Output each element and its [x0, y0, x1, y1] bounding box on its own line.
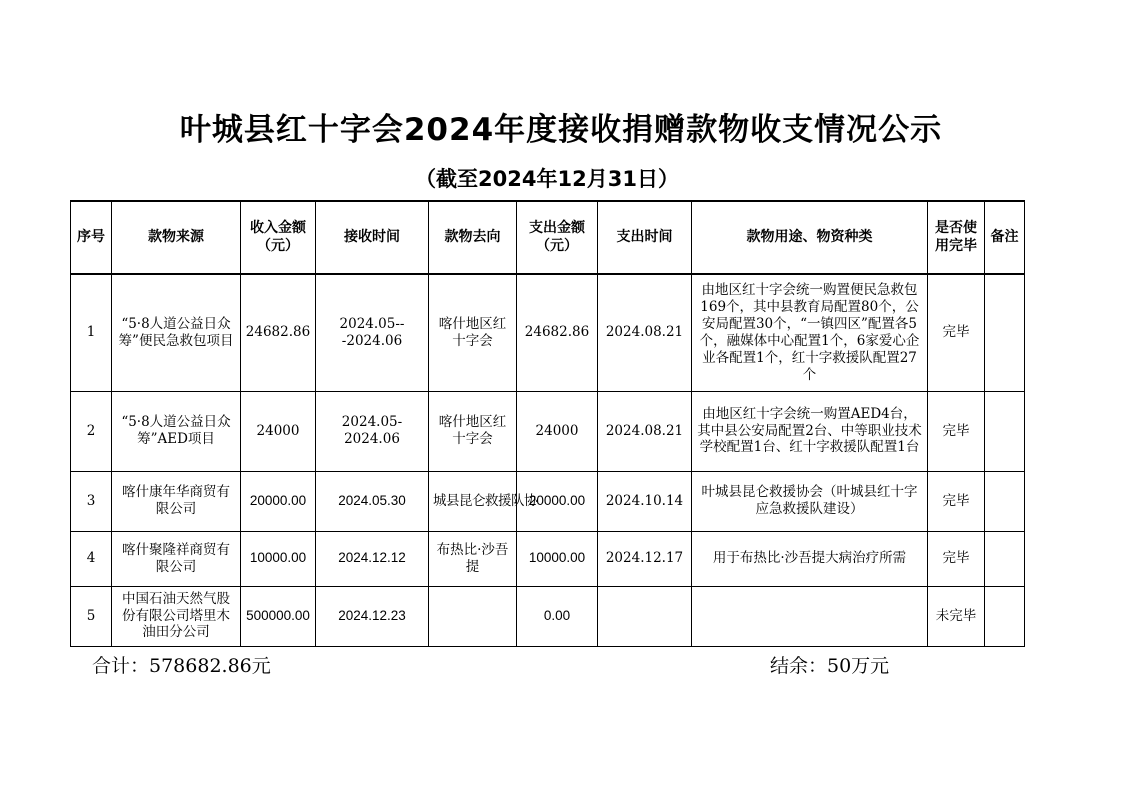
table-row	[71, 531, 1025, 586]
table-row	[71, 471, 1025, 531]
table-row	[71, 391, 1025, 471]
header-remarks: 备注	[985, 201, 1025, 274]
cell-received: 2024.12.12	[316, 531, 429, 586]
table-row	[71, 586, 1025, 646]
cell-destination: 城县昆仑救援队协	[429, 471, 517, 531]
cell-usage: 由地区红十字会统一购置便民急救包169个，其中县教育局配置80个，公安局配置30个，“一镇四区”配置各5个，融媒体中心配置1个，6家爱心企业各配置1个，红十字救援队配置27个	[692, 274, 928, 391]
cell-income: 24682.86	[241, 274, 316, 391]
cell-seq: 3	[71, 471, 112, 531]
header-completed: 是否使用完毕	[928, 201, 985, 274]
cell-seq: 5	[71, 586, 112, 646]
cell-completed: 完毕	[928, 471, 985, 531]
cell-destination: 布热比·沙吾提	[429, 531, 517, 586]
cell-usage: 用于布热比·沙吾提大病治疗所需	[692, 531, 928, 586]
page-subtitle: （截至2024年12月31日）	[415, 167, 679, 191]
cell-destination	[429, 586, 517, 646]
cell-completed: 完毕	[928, 391, 985, 471]
cell-income: 20000.00	[241, 471, 316, 531]
cell-spent	[598, 586, 692, 646]
header-source: 款物来源	[112, 201, 241, 274]
cell-source: 喀什康年华商贸有限公司	[112, 471, 241, 531]
cell-remarks	[985, 471, 1025, 531]
cell-income: 10000.00	[241, 531, 316, 586]
cell-received: 2024.05---2024.06	[316, 274, 429, 391]
cell-remarks	[985, 274, 1025, 391]
cell-usage: 由地区红十字会统一购置AED4台，其中县公安局配置2台、中等职业技术学校配置1台、红十字救援队配置1台	[692, 391, 928, 471]
header-received: 接收时间	[316, 201, 429, 274]
cell-received: 2024.05.30	[316, 471, 429, 531]
cell-expense: 24000	[517, 391, 598, 471]
cell-expense: 20000.00	[517, 471, 598, 531]
cell-remarks	[985, 531, 1025, 586]
header-spent: 支出时间	[598, 201, 692, 274]
cell-destination: 喀什地区红十字会	[429, 274, 517, 391]
cell-expense: 0.00	[517, 586, 598, 646]
cell-destination: 喀什地区红十字会	[429, 391, 517, 471]
cell-expense: 24682.86	[517, 274, 598, 391]
cell-completed: 完毕	[928, 274, 985, 391]
header-destination: 款物去向	[429, 201, 517, 274]
cell-source: 喀什聚隆祥商贸有限公司	[112, 531, 241, 586]
total-amount: 合计：578682.86元	[92, 655, 271, 677]
cell-seq: 2	[71, 391, 112, 471]
cell-spent: 2024.10.14	[598, 471, 692, 531]
cell-income: 500000.00	[241, 586, 316, 646]
table-row	[71, 274, 1025, 391]
cell-usage	[692, 586, 928, 646]
cell-completed: 未完毕	[928, 586, 985, 646]
donation-ledger-table	[70, 200, 1025, 647]
cell-received: 2024.12.23	[316, 586, 429, 646]
page-title: 叶城县红十字会2024年度接收捐赠款物收支情况公示	[179, 112, 943, 148]
table-header-row	[71, 201, 1025, 274]
cell-usage: 叶城县昆仑救援协会（叶城县红十字应急救援队建设）	[692, 471, 928, 531]
cell-remarks	[985, 391, 1025, 471]
header-expense: 支出金额（元）	[517, 201, 598, 274]
cell-source: 中国石油天然气股份有限公司塔里木油田分公司	[112, 586, 241, 646]
header-usage: 款物用途、物资种类	[692, 201, 928, 274]
cell-completed: 完毕	[928, 531, 985, 586]
cell-spent: 2024.08.21	[598, 391, 692, 471]
cell-remarks	[985, 586, 1025, 646]
cell-expense: 10000.00	[517, 531, 598, 586]
cell-spent: 2024.12.17	[598, 531, 692, 586]
header-income: 收入金额（元）	[241, 201, 316, 274]
cell-income: 24000	[241, 391, 316, 471]
cell-spent: 2024.08.21	[598, 274, 692, 391]
balance-amount: 结余：50万元	[770, 655, 890, 677]
cell-received: 2024.05-2024.06	[316, 391, 429, 471]
cell-source: “5·8人道公益日众筹”便民急救包项目	[112, 274, 241, 391]
cell-seq: 4	[71, 531, 112, 586]
cell-seq: 1	[71, 274, 112, 391]
cell-source: “5·8人道公益日众筹”AED项目	[112, 391, 241, 471]
header-seq: 序号	[71, 201, 112, 274]
